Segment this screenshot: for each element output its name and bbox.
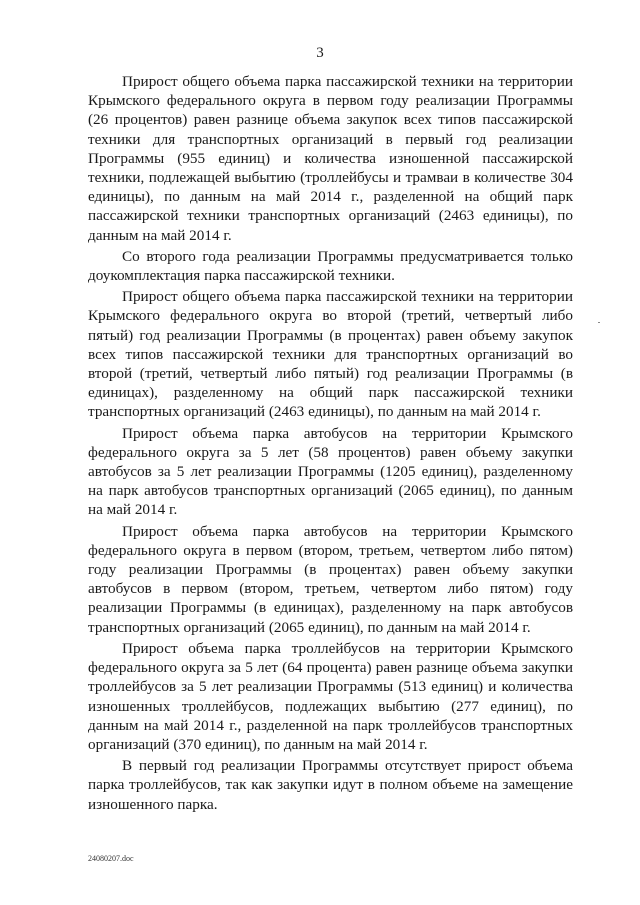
- page-number: 3: [316, 45, 324, 61]
- paragraph-3: Прирост общего объема парка пассажирской техники на территории Крымского федерального округа во второй (третий, четвертый либо пятый) год реализации Программы (в процентах) равен объему закупок всех типов пассажирской техники для транспортных организаций во второй (третий, четвертый либо пятый) год реализации Программы (в единицах), разделенному на общий парк пассажирской техники транспортных организаций (2463 единицы), по данным на май 2014 г.: [88, 288, 573, 421]
- paragraph-6: Прирост объема парка троллейбусов на территории Крымского федерального округа за 5 лет (64 процента) равен разнице объема закупки троллейбусов за 5 лет реализации Программы (513 единиц) и количества изношенных троллейбусов, подлежащих выбытию (277 единиц), по данным на май 2014 г., разделенной на парк троллейбусов транспортных организаций (370 единиц), по данным на май 2014 г.: [88, 639, 573, 753]
- paragraph-1: Прирост общего объема парка пассажирской техники на территории Крымского федерального округа в первом году реализации Программы (26 процентов) равен разнице объема закупок всех типов пассажирской техники для транспортных организаций в первый год реализации Программы (955 единиц) и количества изношенной пассажирской техники, подлежащей выбытию (троллейбусы и трамваи в количестве 304 единицы), по данным на май 2014 г., разделенной на общий парк пассажирской техники транспортных организаций (2463 единицы), по данным на май 2014 г.: [88, 73, 573, 244]
- document-body: [88, 72, 573, 816]
- footer-filename: 24080207.doc: [88, 854, 134, 863]
- paragraph-2: Со второго года реализации Программы предусматривается только доукомплектация парка пассажирской техники.: [88, 247, 573, 285]
- paragraph-7: В первый год реализации Программы отсутствует прирост объема парка троллейбусов, так как закупки идут в полном объеме на замещение изношенного парка.: [88, 757, 573, 813]
- paragraph-4: Прирост объема парка автобусов на территории Крымского федерального округа за 5 лет (58 процентов) равен объему закупки автобусов за 5 лет реализации Программы (1205 единиц), разделенному на парк автобусов транспортных организаций (2065 единиц), по данным на май 2014 г.: [88, 424, 573, 519]
- scan-speck: [598, 322, 600, 323]
- paragraph-5: Прирост объема парка автобусов на территории Крымского федерального округа в первом (втором, третьем, четвертом либо пятом) году реализации Программы (в процентах) равен объему закупки автобусов в первом (втором, третьем, четвертом либо пятом) году реализации Программы (в единицах), разделенному на парк автобусов транспортных организаций (2065 единиц), по данным на май 2014 г.: [88, 522, 573, 636]
